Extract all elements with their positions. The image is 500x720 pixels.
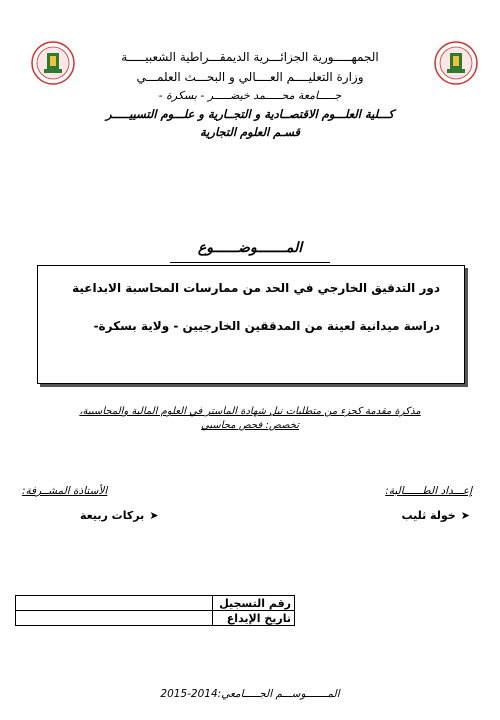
registration-number-label: رقم التسجيل <box>213 596 295 611</box>
prepared-by-row <box>401 504 470 523</box>
faculty-name: كـــلية العلـــوم الاقتصــادية و التجــارية و علـــوم التسييـــــر <box>106 107 394 121</box>
ministry-name: وزارة التعليــــم العــــالي و البحـــث العلمـــي <box>136 70 364 84</box>
table-row <box>16 611 295 626</box>
supervisor-name: بركات ربيعة <box>80 509 145 522</box>
subject-underline <box>170 262 330 263</box>
supervisor-label: الأستاذة المشــرفة: <box>22 485 108 497</box>
arrow-icon: ➤ <box>460 509 470 522</box>
university-name: جـــــامعة محـــــمد خيضـــــر - بسكرة - <box>158 89 342 102</box>
subject-heading: المـــــــوضــــــوع <box>197 240 303 256</box>
memo-line-2: تخصص: فحص محاسبي <box>201 420 299 431</box>
memo-description <box>30 405 470 433</box>
title-box <box>37 265 465 384</box>
republic-name: الجمهـــــورية الجزائـــرية الديمقـــراطية الشعبيـــــة <box>121 50 379 64</box>
registration-value <box>16 596 213 611</box>
memo-line-1: مذكرة مقدمة كجزء من متطلبات نيل شهادة الماستر في العلوم المالية والمحاسبية، <box>79 406 421 417</box>
arrow-icon: ➤ <box>149 509 159 522</box>
deposit-date-value <box>16 611 213 626</box>
thesis-subtitle: دراسة ميدانية لعينة من المدققين الخارجيين - ولاية بسكرة- <box>93 319 440 333</box>
prepared-by-label: إعـــداد الطــــــالبة: <box>385 485 472 497</box>
deposit-date-label: تاريخ الإيداع <box>213 611 295 626</box>
registration-table <box>15 595 295 626</box>
academic-year: المـــــــوســـم الجـــــامعي:2014-2015 <box>160 688 340 700</box>
table-row <box>16 596 295 611</box>
supervisor-row <box>80 504 159 523</box>
department-name: قسـم العلوم التجارية <box>200 125 300 139</box>
thesis-title: دور التدقيق الخارجي في الحد من ممارسات المحاسبة الابداعية <box>72 281 440 295</box>
student-name: خولة ثليب <box>401 509 456 522</box>
